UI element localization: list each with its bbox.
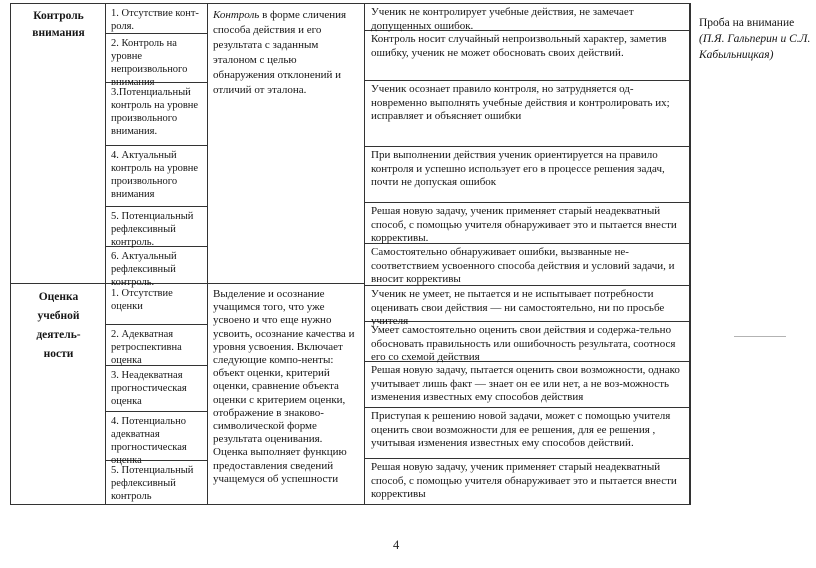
header-line: учебной [37,310,80,322]
behavior-cell: При выполнении действия ученик ориентируется на правило контроля и успешно использует его в процессе решения задач, почти не допуская ошибок [365,147,689,203]
level-cell: 6. Актуальный рефлексивный контроль. [106,247,207,284]
behavior-cell: Ученик осознает правило контроля, но затрудняется од-новременно выполнять учебные действия и контролировать их; исправляет и объясняет ошибки [365,81,689,147]
column-diagnostic-note [690,3,816,505]
blank-underline [734,336,786,337]
column-definitions [207,3,364,505]
level-cell: 3. Неадекватная прогностическая оценка [106,366,207,412]
behavior-cell: Решая новую задачу, ученик применяет старый неадекватный способ, с помощью учителя обнаруживает это и пытается внести коррективы [371,461,677,500]
definition-lead-word: Контроль [213,9,260,21]
header-line: ности [43,348,74,360]
behavior-cell: Приступая к решению новой задачи, может с помощью учителя оценить свои возможности для ее решения, для ее решения , учитывая изменения известных ему способов действий. [365,408,689,459]
section-header-evaluation [11,284,105,504]
level-cell: 4. Актуальный контроль на уровне произвольного внимания [106,146,207,207]
level-cell: 1. Отсутствие конт-роля. [106,4,207,34]
definition-text: в форме сличения способа действия и его результата с заданным эталоном с целью обнаружения отклонений и отличий от эталона. [213,9,347,96]
header-line: внимания [32,27,85,39]
behavior-cell: Решая новую задачу, пытается оценить свои возможности, однако учитывает лишь факт — знает он ее или нет, а не воз-можность изменения известных ему способов действия [365,362,689,408]
behavior-cell: Умеет самостоятельно оценить свои действия и содержа-тельно обосновать правильность или ошибочность результата, соотнося его со схемой действия [365,322,689,362]
note-title: Проба на внимание [699,17,795,29]
behavior-cell: Решая новую задачу, ученик применяет старый неадекватный способ, с помощью учителя обнаруживает это и пытается внести коррективы. [365,203,689,244]
level-cell: 1. Отсутствие оценки [106,284,207,325]
behavior-cell: Самостоятельно обнаруживает ошибки, вызванные не-соответствием усвоенного способа действия и условий задачи, и вносит коррективы [365,244,689,286]
header-line: Контроль [33,10,84,22]
note-authors: (П.Я. Гальперин и С.Л. Кабыльницкая) [699,33,811,61]
definition-text: Выделение и осознание учащимся того, что уже усвоено и что еще нужно усвоить, осознание качества и уровня усвоения. Включает следующие компо-ненты: объект оценки, критерий оценки, сравнение объекта оценки с критерием оценки, отображение в знаково-символической форме результата оценивания. Оценка выполняет функцию предоставления сведений учащемуся об успешности [213,288,355,485]
column-levels [105,3,207,505]
level-cell: 5. Потенциальный рефлексивный контроль. [106,207,207,247]
definition-cell-evaluation [208,284,364,504]
behavior-cell: Контроль носит случайный непроизвольный характер, заметив ошибку, ученик не может обосновать своих действий. [365,31,689,81]
level-cell: 5. Потенциальный рефлексивный контроль [111,465,194,502]
header-line: Оценка [38,291,79,303]
page-number: 4 [393,538,400,552]
levels-table [10,3,816,505]
header-line: деятель- [36,329,81,341]
column-row-headers [10,3,105,505]
level-cell: 4. Потенциально адекватная прогностическая оценка [106,412,207,461]
definition-cell-control [208,4,364,284]
level-cell: 2. Контроль на уровне непроизвольного внимания [106,34,207,83]
section-header-control [11,4,105,284]
level-cell: 3.Потенциальный контроль на уровне произвольного внимания. [106,83,207,146]
level-cell: 2. Адекватная ретроспективна оценка [106,325,207,366]
behavior-cell: Ученик не умеет, не пытается и не испытывает потребности оценивать свои действия — ни самостоятельно, ни по просьбе учителя [365,286,689,322]
column-behaviors [364,3,690,505]
behavior-cell: Ученик не контролирует учебные действия, не замечает допущенных ошибок. [365,4,689,31]
